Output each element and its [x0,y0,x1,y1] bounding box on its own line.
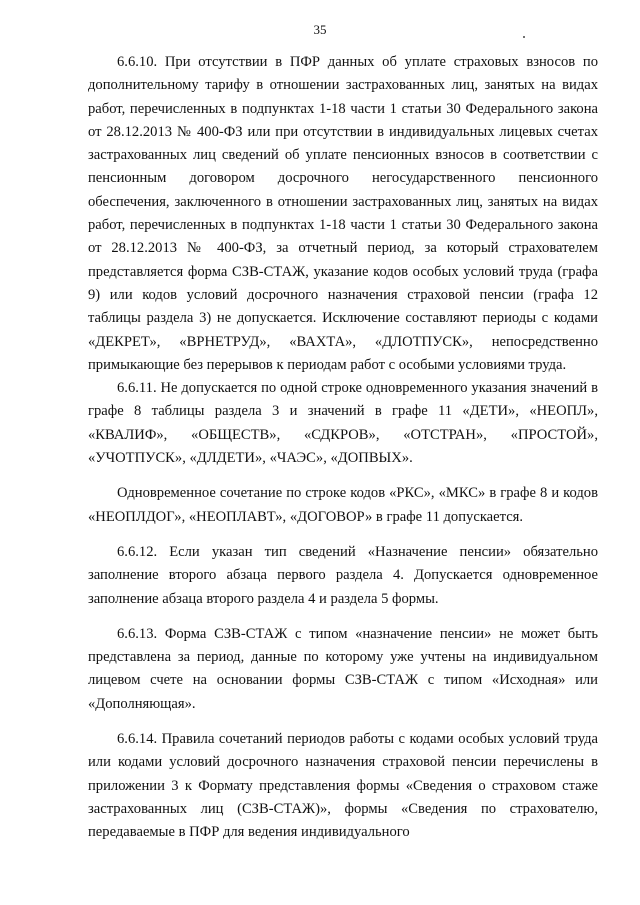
paragraph-6-6-11: 6.6.11. Не допускается по одной строке одновременного указания значений в графе 8 таблицы раздела 3 и значений в графе 11 «ДЕТИ», «НЕОПЛ», «КВАЛИФ», «ОБЩЕСТВ», «СДКРОВ», «ОТСТРАН», «ПРОСТОЙ», «УЧОТПУСК», «ДЛДЕТИ», «ЧАЭС», «ДОПВЫХ». [88,380,598,467]
scan-speck [523,36,525,38]
paragraph-6-6-14: 6.6.14. Правила сочетаний периодов работы с кодами особых условий труда или кодами условий досрочного назначения страховой пенсии перечислены в приложении 3 к Формату представления формы «Сведения о страховом стаже застрахованных лиц (СЗВ-СТАЖ)», формы «Сведения по страхователю, передаваемые в ПФР для ведения индивидуального [88,731,598,841]
document-body [88,51,598,845]
page-number: 35 [313,22,327,37]
paragraph-6-6-12: 6.6.12. Если указан тип сведений «Назначение пенсии» обязательно заполнение второго абзаца первого раздела 4. Допускается одновременное заполнение абзаца второго раздела 4 и раздела 5 формы. [88,543,598,607]
paragraph-combination-note: Одновременное сочетание по строке кодов «РКС», «МКС» в графе 8 и кодов «НЕОПЛДОГ», «НЕОПЛАВТ», «ДОГОВОР» в графе 11 допускается. [88,485,598,525]
paragraph-6-6-10: 6.6.10. При отсутствии в ПФР данных об уплате страховых взносов по дополнительному тарифу в отношении застрахованных лиц, занятых на видах работ, перечисленных в подпунктах 1-18 части 1 статьи 30 Федерального закона от 28.12.2013 № 400-ФЗ или при отсутствии в индивидуальных лицевых счетах застрахованных лиц сведений об уплате пенсионных взносов в соответствии с пенсионным договором досрочного негосударственного пенсионного обеспечения, заключенного в отношении застрахованных лиц, занятых на видах работ, перечисленных в подпунктах 1-18 части 1 статьи 30 Федерального закона от 28.12.2013 № 400-ФЗ, за отчетный период, за который страхователем представляется форма СЗВ-СТАЖ, указание кодов особых условий труда (графа 9) или кодов условий досрочного назначения страховой пенсии (графа 12 таблицы раздела 3) не допускается. Исключение составляют периоды с кодами «ДЕКРЕТ», «ВРНЕТРУД», «ВАХТА», «ДЛОТПУСК», непосредственно примыкающие без перерывов к периодам работ с особыми условиями труда. [88,54,598,373]
paragraph-6-6-13: 6.6.13. Форма СЗВ-СТАЖ с типом «назначение пенсии» не может быть представлена за период, данные по которому уже учтены на индивидуальном лицевом счете на основании формы СЗВ-СТАЖ с типом «Исходная» или «Дополняющая». [88,625,598,712]
